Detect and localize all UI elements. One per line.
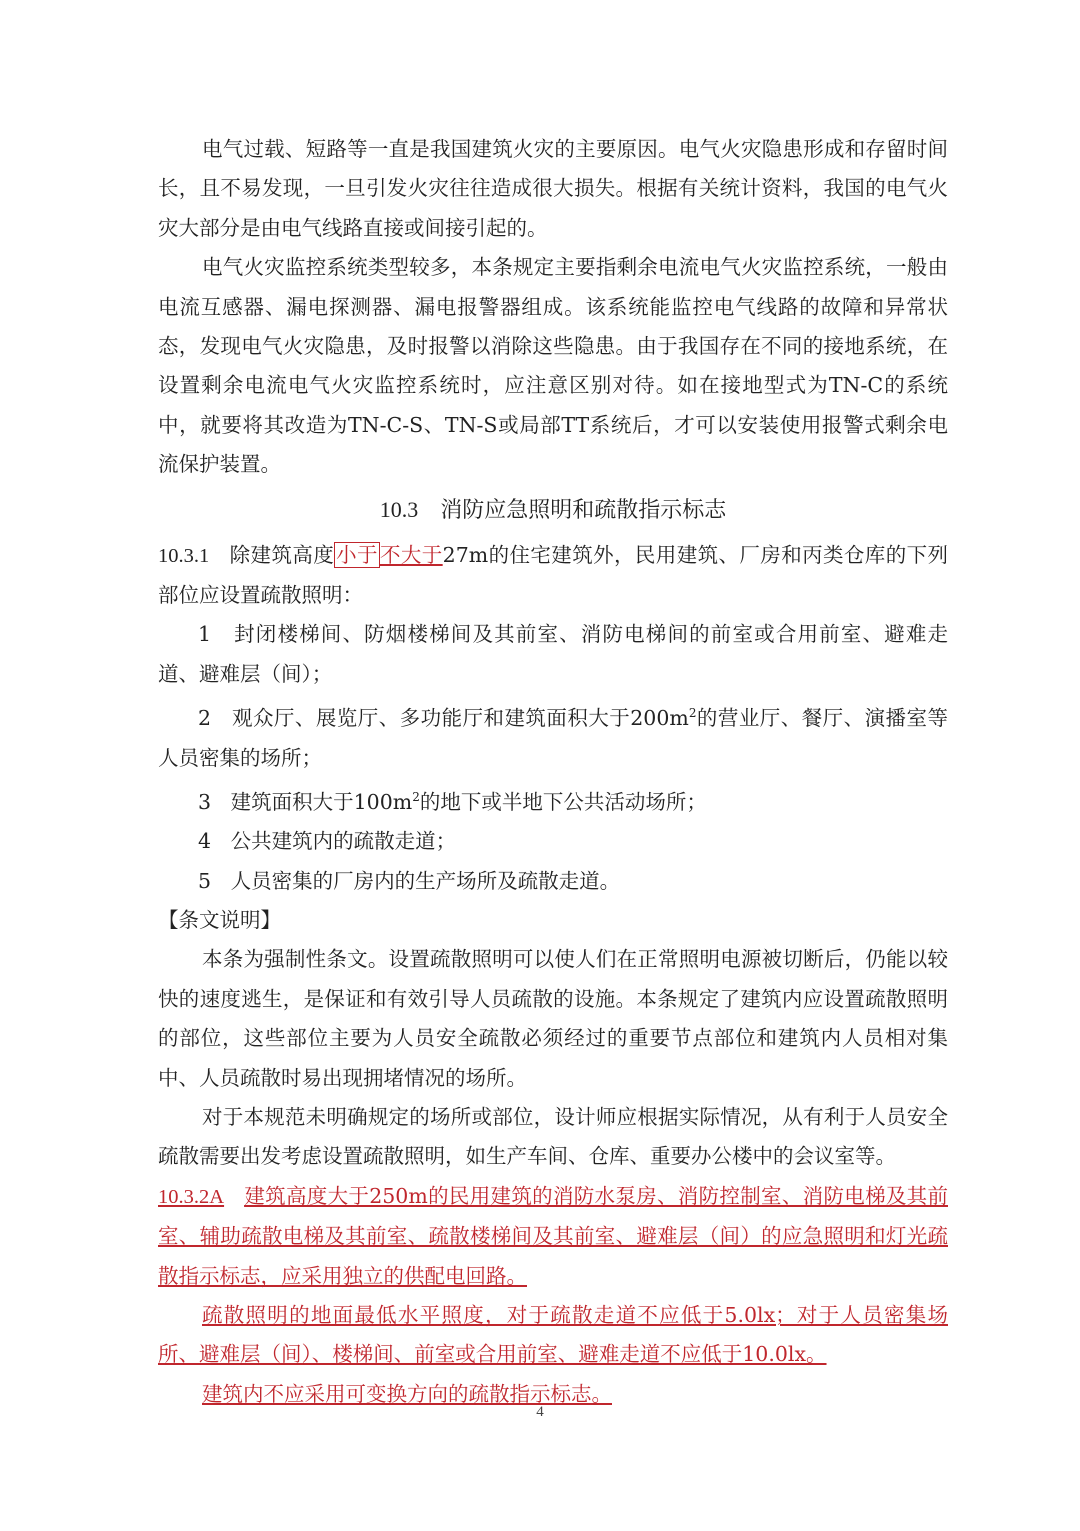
item-text-post: 的地下或半地下公共活动场所； [419, 789, 707, 814]
item-text: 封闭楼梯间、防烟楼梯间及其前室、消防电梯间的前室或合用前室、避难走道、避难层（间）； [158, 622, 948, 686]
explanation-paragraph-1: 本条为强制性条文。设置疏散照明可以使人们在正常照明电源被切断后，仍能以较快的速度逃生，是保证和有效引导人员疏散的设施。本条规定了建筑内应设置疏散照明的部位，这些部位主要为人员安全疏散必须经过的重要节点部位和建筑内人员相对集中、人员疏散时易出现拥堵情况的场所。 [158, 947, 948, 1090]
section-number: 10.3 [379, 496, 419, 522]
clause-10-3-2a [158, 1177, 948, 1296]
clause-text-after: 27m的住宅建筑外，民用建筑、厂房和丙类仓库的下列部位应设置疏散照明： [158, 542, 949, 608]
intro-paragraph-2: 电气火灾监控系统类型较多，本条规定主要指剩余电流电气火灾监控系统，一般由电流互感器、漏电探测器、漏电报警器组成。该系统能监控电气线路的故障和异常状态，发现电气火灾隐患，及时报警以消除这些隐患。由于我国存在不同的接地系统，在设置剩余电流电气火灾监控系统时，应注意区别对待。如在接地型式为TN-C的系统中，就要将其改造为TN-C-S、TN-S或局部TT系统后，才可以安装使用报警式剩余电流保护装置。 [158, 255, 948, 477]
intro-paragraph-1: 电气过载、短路等一直是我国建筑火灾的主要原因。电气火灾隐患形成和存留时间长，且不易发现，一旦引发火灾往往造成很大损失。根据有关统计资料，我国的电气火灾大部分是由电气线路直接或间接引起的。 [158, 137, 948, 240]
list-item [158, 822, 948, 861]
page-number: 4 [536, 1404, 544, 1420]
item-text: 观众厅、展览厅、多功能厅和建筑面积大于200m [231, 706, 689, 731]
item-number: 3 [198, 789, 212, 814]
list-item [158, 694, 948, 778]
item-text: 建筑面积大于100m [230, 789, 413, 814]
superscript: 2 [412, 789, 420, 804]
item-text-post: 的营业厅、餐厅、演播室等人员密集的场所； [158, 706, 948, 770]
clause-number: 10.3.2A [158, 1185, 225, 1208]
inserted-text: 不大于 [379, 542, 443, 567]
clause-10-3-1 [158, 536, 948, 616]
section-title: 消防应急照明和疏散指示标志 [440, 497, 727, 523]
list-item [158, 615, 948, 694]
page-content [158, 130, 948, 1414]
clause-text-before: 除建筑高度 [229, 542, 335, 567]
item-text: 公共建筑内的疏散走道； [230, 829, 457, 854]
section-heading [158, 485, 948, 536]
clause-10-3-2a-paragraph-3: 建筑内不应采用可变换方向的疏散指示标志。 [202, 1381, 612, 1406]
item-number: 2 [198, 706, 212, 731]
item-text: 人员密集的厂房内的生产场所及疏散走道。 [230, 868, 621, 893]
deleted-text: 小于 [336, 542, 378, 567]
explanation-paragraph-2: 对于本规范未明确规定的场所或部位，设计师应根据实际情况，从有利于人员安全疏散需要出发考虑设置疏散照明，如生产车间、仓库、重要办公楼中的会议室等。 [158, 1105, 948, 1169]
item-number: 1 [198, 622, 212, 647]
item-number: 4 [198, 829, 212, 854]
explanation-label: 【条文说明】 [158, 907, 281, 932]
item-number: 5 [198, 868, 212, 893]
clause-10-3-2a-paragraph-2: 疏散照明的地面最低水平照度，对于疏散走道不应低于5.0lx；对于人员密集场所、避难层（间）、楼梯间、前室或合用前室、避难走道不应低于10.0lx。 [158, 1303, 948, 1367]
list-item [158, 778, 948, 822]
clause-text: 建筑高度大于250m的民用建筑的消防水泵房、消防控制室、消防电梯及其前室、辅助疏散电梯及其前室、疏散楼梯间及其前室、避难层（间）的应急照明和灯光疏散指示标志，应采用独立的供配电回路。 [158, 1183, 948, 1288]
clause-number: 10.3.1 [158, 544, 210, 567]
superscript: 2 [688, 706, 697, 721]
list-item [158, 862, 948, 901]
